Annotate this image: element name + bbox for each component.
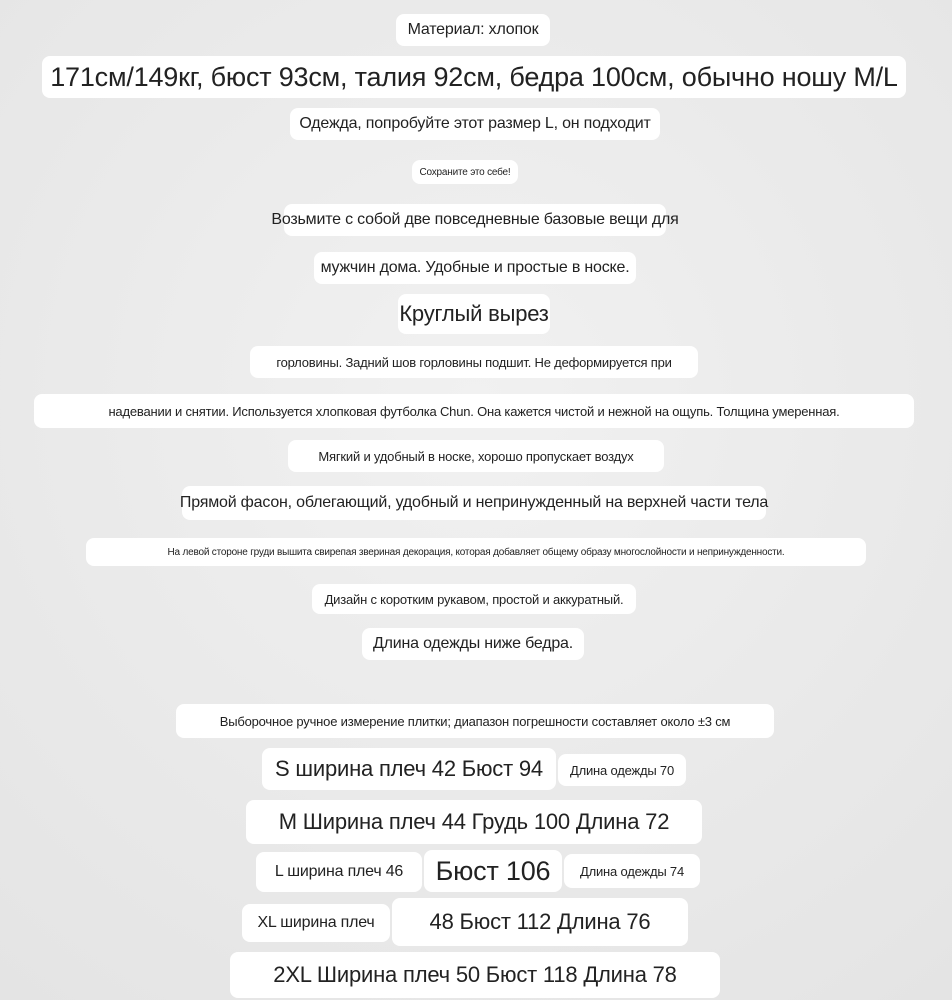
neckline-line-2: надевании и снятии. Используется хлопковая футболка Chun. Она кажется чистой и нежной на ощупь. Толщина умеренная. <box>34 394 914 428</box>
fit-label: Прямой фасон, облегающий, удобный и непринужденный на верхней части тела <box>182 486 766 520</box>
comfort-label: Мягкий и удобный в носке, хорошо пропускает воздух <box>288 440 664 472</box>
measure-note-label: Выборочное ручное измерение плитки; диапазон погрешности составляет около ±3 см <box>176 704 774 738</box>
size-s-row-part1: S ширина плеч 42 Бюст 94 <box>262 748 556 790</box>
size-l-row-part3: Длина одежды 74 <box>564 854 700 888</box>
neckline-line-1: горловины. Задний шов горловины подшит. Не деформируется при <box>250 346 698 378</box>
size-s-row-part2: Длина одежды 70 <box>558 754 686 786</box>
sleeve-label: Дизайн с коротким рукавом, простой и аккуратный. <box>312 584 636 614</box>
neckline-title: Круглый вырез <box>398 294 550 334</box>
size-m-row: M Ширина плеч 44 Грудь 100 Длина 72 <box>246 800 702 844</box>
save-note-label: Сохраните это себе! <box>412 160 518 184</box>
basics-line-1: Возьмите с собой две повседневные базовые вещи для <box>284 204 666 236</box>
length-label: Длина одежды ниже бедра. <box>362 628 584 660</box>
basics-line-2: мужчин дома. Удобные и простые в носке. <box>314 252 636 284</box>
size-l-row-part2: Бюст 106 <box>424 850 562 892</box>
size-xl-row-part2: 48 Бюст 112 Длина 76 <box>392 898 688 946</box>
size-xl-row-part1: XL ширина плеч <box>242 904 390 942</box>
size-2xl-row: 2XL Ширина плеч 50 Бюст 118 Длина 78 <box>230 952 720 998</box>
size-l-row-part1: L ширина плеч 46 <box>256 852 422 892</box>
embroidery-label: На левой стороне груди вышита свирепая звериная декорация, которая добавляет общему образу многослойности и непринужденности. <box>86 538 866 566</box>
material-label: Материал: хлопок <box>396 14 550 46</box>
model-params-label: 171см/149кг, бюст 93см, талия 92см, бедра 100см, обычно ношу M/L <box>42 56 906 98</box>
recommendation-label: Одежда, попробуйте этот размер L, он подходит <box>290 108 660 140</box>
